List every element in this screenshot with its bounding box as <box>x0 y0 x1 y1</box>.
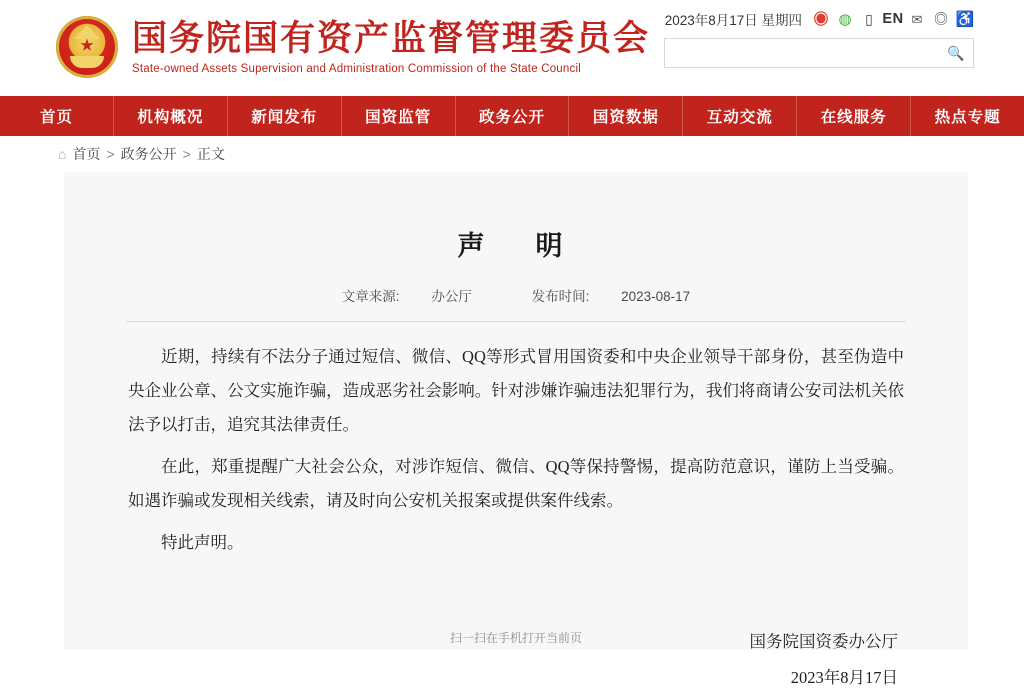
search-button[interactable] <box>945 42 967 64</box>
nav-item-topics[interactable]: 热点专题 <box>934 109 1001 126</box>
nav-item-supervision[interactable]: 国资监管 <box>342 96 456 136</box>
current-date: 2023年8月17日 星期四 <box>664 13 802 28</box>
nav-item-news[interactable]: 新闻发布 <box>228 96 342 136</box>
emblem-star-icon: ★ <box>80 37 94 53</box>
breadcrumb <box>0 136 1024 172</box>
article-signature-date: 2023年8月17日 <box>790 668 898 687</box>
wechat-icon[interactable]: ◍ <box>838 10 852 28</box>
article-card <box>64 172 968 687</box>
home-icon[interactable]: ⌂ <box>58 146 67 162</box>
search-input[interactable] <box>675 45 945 62</box>
article-meta <box>94 285 938 305</box>
breadcrumb-separator: > <box>106 146 115 162</box>
accessibility-icon[interactable]: ♿ <box>955 10 975 28</box>
nav-item-data[interactable]: 国资数据 <box>569 96 683 136</box>
breadcrumb-item-current: 正文 <box>196 146 225 162</box>
mobile-icon[interactable]: ▯ <box>865 11 873 27</box>
article-date-label: 发布时间: <box>531 289 590 304</box>
weibo-icon[interactable]: ◉ <box>813 10 829 28</box>
site-title-cn: 国务院国有资产监督管理委员会 <box>132 19 651 58</box>
mail-icon[interactable]: ✉ <box>911 11 923 27</box>
qr-scan-hint: 扫一扫在手机打开当前页 <box>449 631 582 645</box>
article-signature: 国务院国资委办公厅 <box>749 632 898 651</box>
utility-bar <box>594 8 974 30</box>
nav-item-online-service[interactable]: 在线服务 <box>797 96 911 136</box>
site-header <box>0 0 1024 96</box>
article-publish-date <box>518 289 705 304</box>
site-title-en: State-owned Assets Supervision and Administration Commission of the State Council <box>132 63 581 75</box>
article-source-value: 办公厅 <box>431 289 472 304</box>
national-emblem-icon <box>56 16 118 78</box>
language-en-button[interactable]: EN <box>882 10 904 27</box>
main-nav <box>0 96 1024 136</box>
breadcrumb-item-government-affairs[interactable]: 政务公开 <box>120 146 177 162</box>
nav-item-home[interactable]: 首页 <box>0 96 114 136</box>
header-utility-area <box>594 8 974 68</box>
breadcrumb-item-home[interactable]: 首页 <box>72 146 101 162</box>
article-body <box>128 322 904 560</box>
article-date-value: 2023-08-17 <box>621 289 691 304</box>
search-bar[interactable] <box>664 38 974 68</box>
site-titles <box>132 19 650 75</box>
settings-icon[interactable]: ◎ <box>934 11 948 27</box>
search-icon: 🔍 <box>947 44 965 61</box>
nav-item-organization[interactable]: 机构概况 <box>114 96 228 136</box>
site-brand[interactable] <box>0 0 650 78</box>
page-title: 声 明 <box>457 231 575 261</box>
article-paragraph: 近期，持续有不法分子通过短信、微信、QQ等形式冒用国资委和中央企业领导干部身份，甚至伪造中央企业公章、公文实施诈骗，造成恶劣社会影响。针对涉嫌诈骗违法犯罪行为，我们将商请公安司法机关依法予以打击，追究其法律责任。 <box>128 347 904 434</box>
article-source <box>328 289 490 304</box>
breadcrumb-separator: > <box>182 146 191 162</box>
article-paragraph: 在此，郑重提醒广大社会公众，对涉诈短信、微信、QQ等保持警惕，提高防范意识，谨防上当受骗。如遇诈骗或发现相关线索，请及时向公安机关报案或提供案件线索。 <box>128 457 904 510</box>
article-paragraph: 特此声明。 <box>161 533 244 552</box>
nav-item-interaction[interactable]: 互动交流 <box>683 96 797 136</box>
article-source-label: 文章来源: <box>341 289 400 304</box>
nav-item-government-affairs[interactable]: 政务公开 <box>456 96 570 136</box>
